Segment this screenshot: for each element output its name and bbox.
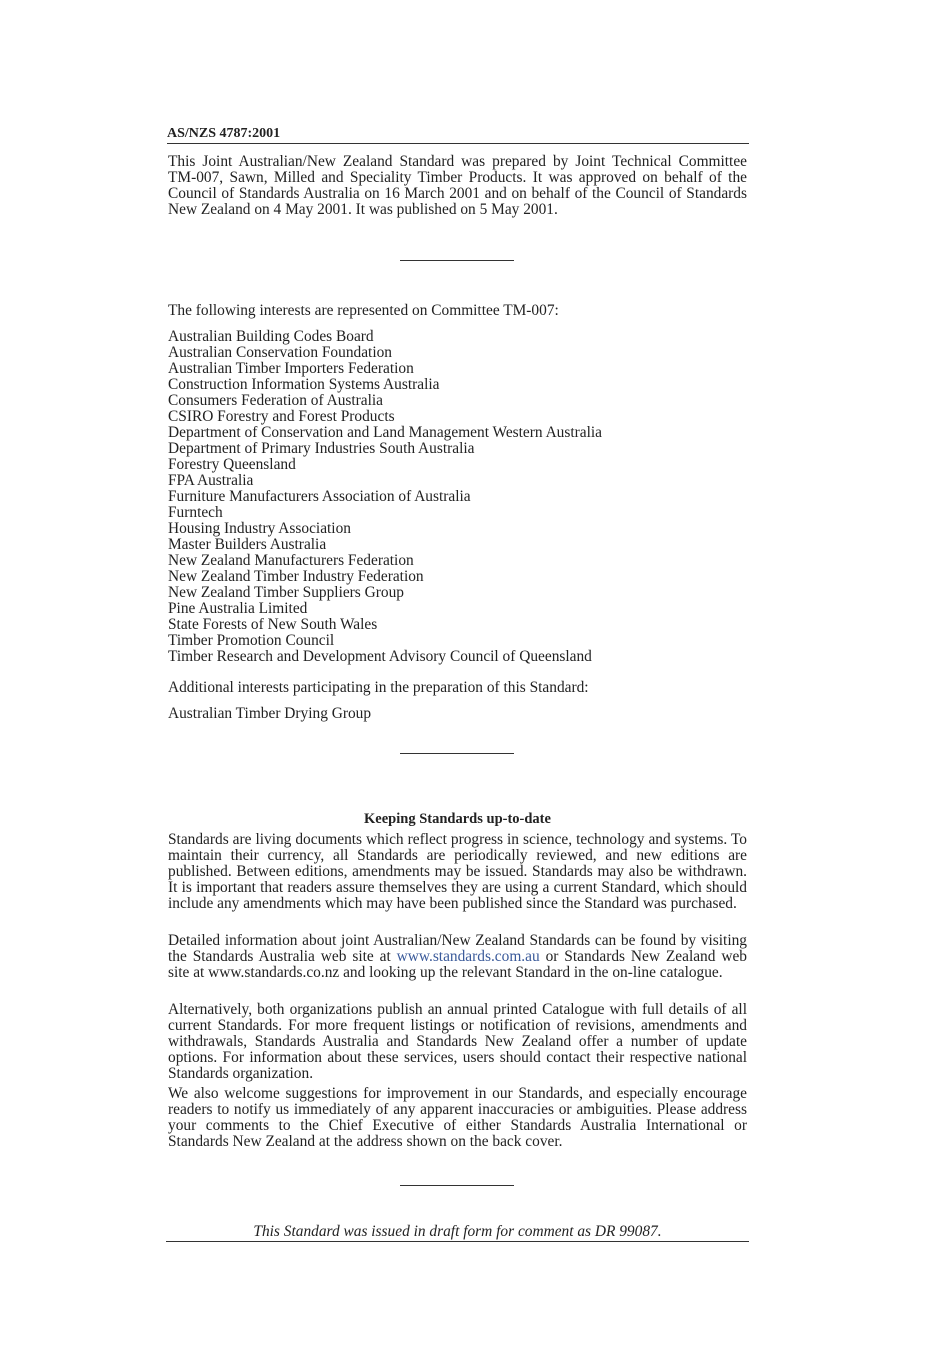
list-item: New Zealand Timber Suppliers Group	[168, 584, 404, 601]
additional-interests-list	[168, 706, 747, 722]
list-item: Construction Information Systems Australia	[168, 376, 440, 393]
intro-paragraph: This Joint Australian/New Zealand Standard was prepared by Joint Technical Committee TM-007, Sawn, Milled and Speciality Timber Products. It was approved on behalf of the Council of Standards Australia on 16 March 2001 and on behalf of the Council of Standards New Zealand on 4 May 2001. It was published on 5 May 2001.	[168, 153, 747, 218]
catalogue-paragraph: Alternatively, both organizations publish an annual printed Catalogue with full details of all current Standards. For more frequent listings or notification of revisions, amendments and withdrawals, Standards Australia and Standards New Zealand offer a number of update options. For information about these services, users should contact their respective national Standards organization.	[168, 1001, 747, 1082]
section-divider	[400, 1185, 514, 1186]
section-divider	[400, 753, 514, 754]
detailed-information-paragraph	[168, 933, 747, 981]
list-item: Furniture Manufacturers Association of Australia	[168, 488, 471, 505]
list-item: Pine Australia Limited	[168, 600, 308, 617]
list-item: Timber Research and Development Advisory Council of Queensland	[168, 648, 592, 665]
draft-note: This Standard was issued in draft form for comment as DR 99087.	[166, 1223, 749, 1242]
list-item: Consumers Federation of Australia	[168, 392, 384, 409]
living-documents-paragraph: Standards are living documents which reflect progress in science, technology and systems. To maintain their currency, all Standards are periodically reviewed, and new editions are published. Between editions, amendments may be issued. Standards may also be withdrawn. It is important that readers assure themselves they are using a current Standard, which should include any amendments which may have been published since the Standard was purchased.	[168, 831, 747, 912]
committee-member-list	[168, 329, 747, 665]
list-item: Timber Promotion Council	[168, 632, 335, 649]
list-item: FPA Australia	[168, 472, 254, 489]
list-item: Australian Conservation Foundation	[168, 344, 392, 361]
list-item: Australian Building Codes Board	[168, 328, 374, 345]
list-item: Department of Primary Industries South Australia	[168, 440, 475, 457]
committee-intro: The following interests are represented on Committee TM-007:	[168, 302, 559, 319]
list-item: Australian Timber Importers Federation	[168, 360, 414, 377]
list-item: Forestry Queensland	[168, 456, 296, 473]
list-item: Furntech	[168, 504, 223, 521]
section-divider	[400, 260, 514, 261]
list-item: New Zealand Timber Industry Federation	[168, 568, 424, 585]
list-item: Housing Industry Association	[168, 520, 351, 537]
list-item: Australian Timber Drying Group	[168, 705, 372, 722]
keeping-standards-heading: Keeping Standards up-to-date	[364, 811, 551, 827]
list-item: State Forests of New South Wales	[168, 616, 378, 633]
list-item: New Zealand Manufacturers Federation	[168, 552, 414, 569]
list-item: CSIRO Forestry and Forest Products	[168, 408, 395, 425]
standards-australia-link[interactable]: www.standards.com.au	[396, 948, 540, 965]
standard-designation: AS/NZS 4787:2001	[167, 126, 749, 144]
list-item: Master Builders Australia	[168, 536, 327, 553]
suggestions-paragraph: We also welcome suggestions for improvement in our Standards, and especially encourage readers to notify us immediately of any apparent inaccuracies or ambiguities. Please address your comments to the Chief Executive of either Standards Australia International or Standards New Zealand at the address shown on the back cover.	[168, 1085, 747, 1150]
additional-interests-intro: Additional interests participating in the preparation of this Standard:	[168, 679, 589, 696]
list-item: Department of Conservation and Land Management Western Australia	[168, 424, 602, 441]
paragraph-text: or Standards New Zealand web site at www.standards.co.nz and looking up the relevant Standard in the on-line catalogue.	[168, 948, 747, 981]
paragraph-text: Detailed information about joint Australian/New Zealand Standards can be found by visiting the Standards Australia web site at	[168, 932, 747, 965]
